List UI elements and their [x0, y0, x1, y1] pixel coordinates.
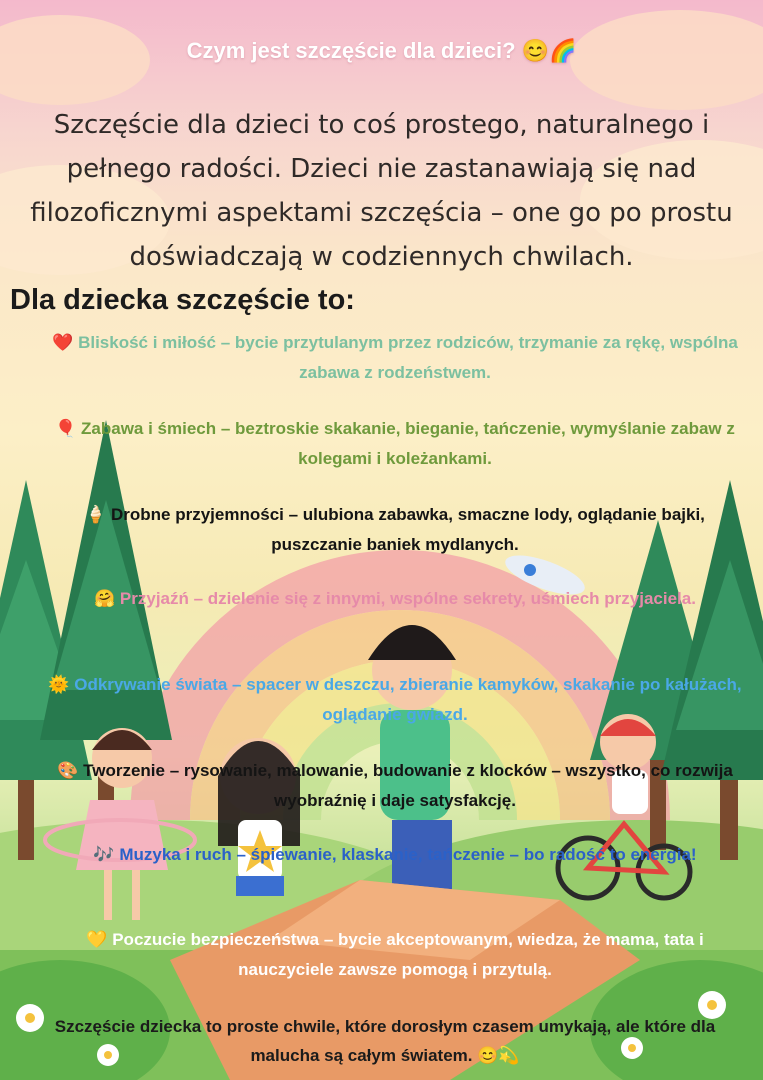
page-title: Czym jest szczęście dla dzieci? 😊🌈: [186, 38, 577, 63]
ice-cream-icon: 🍦: [85, 505, 107, 525]
list-item-text: Muzyka i ruch – śpiewanie, klaskanie, tańczenie – bo radość to energia!: [119, 845, 697, 864]
balloon-icon: 🎈: [55, 419, 77, 439]
music-notes-icon: 🎶: [93, 845, 115, 865]
list-item-friendship: [40, 584, 750, 614]
list-item-text: Odkrywanie świata – spacer w deszczu, zbieranie kamyków, skakanie po kałużach, oglądanie gwiazd.: [74, 675, 742, 724]
sun-icon: 🌞: [48, 675, 70, 695]
list-item-text: Drobne przyjemności – ulubiona zabawka, smaczne lody, oglądanie bajki, puszczanie baniek mydlanych.: [111, 505, 705, 554]
list-item-creating: [40, 756, 750, 815]
list-item-discovery: [40, 670, 750, 729]
list-item-text: Bliskość i miłość – bycie przytulanym przez rodziców, trzymanie za rękę, wspólna zabawa z rodzeństwem.: [78, 333, 738, 382]
list-item-music: [40, 840, 750, 870]
closing-paragraph: Szczęście dziecka to proste chwile, które dorosłym czasem umykają, ale które dla malucha są całym światem. 😊💫: [54, 1017, 716, 1065]
heart-icon: ❤️: [52, 333, 74, 353]
list-item-text: Zabawa i śmiech – beztroskie skakanie, bieganie, tańczenie, wymyślanie zabaw z kolegami i koleżankami.: [81, 419, 735, 468]
list-item-small-pleasures: [40, 500, 750, 559]
list-item-text: Przyjaźń – dzielenie się z innymi, wspólne sekrety, uśmiech przyjaciela.: [119, 589, 696, 608]
list-item-text: Tworzenie – rysowanie, malowanie, budowanie z klocków – wszystko, co rozwija wyobraźnię i daje satysfakcję.: [83, 761, 733, 810]
list-item-play: [40, 414, 750, 473]
list-item-closeness: [40, 328, 750, 387]
yellow-heart-icon: 💛: [86, 930, 108, 950]
list-item-safety: [40, 925, 750, 984]
list-item-text: Poczucie bezpieczeństwa – bycie akceptowanym, wiedza, że mama, tata i nauczyciele zawsze pomogą i przytulą.: [112, 930, 704, 979]
list-heading: Dla dziecka szczęście to:: [10, 284, 355, 316]
palette-icon: 🎨: [57, 761, 79, 781]
intro-paragraph: Szczęście dla dzieci to coś prostego, naturalnego i pełnego radości. Dzieci nie zastanawiają się nad filozoficznymi aspektami szczęścia – one go po prostu doświadczają w codziennych chwilach.: [30, 110, 733, 272]
hug-icon: 🤗: [94, 589, 116, 609]
